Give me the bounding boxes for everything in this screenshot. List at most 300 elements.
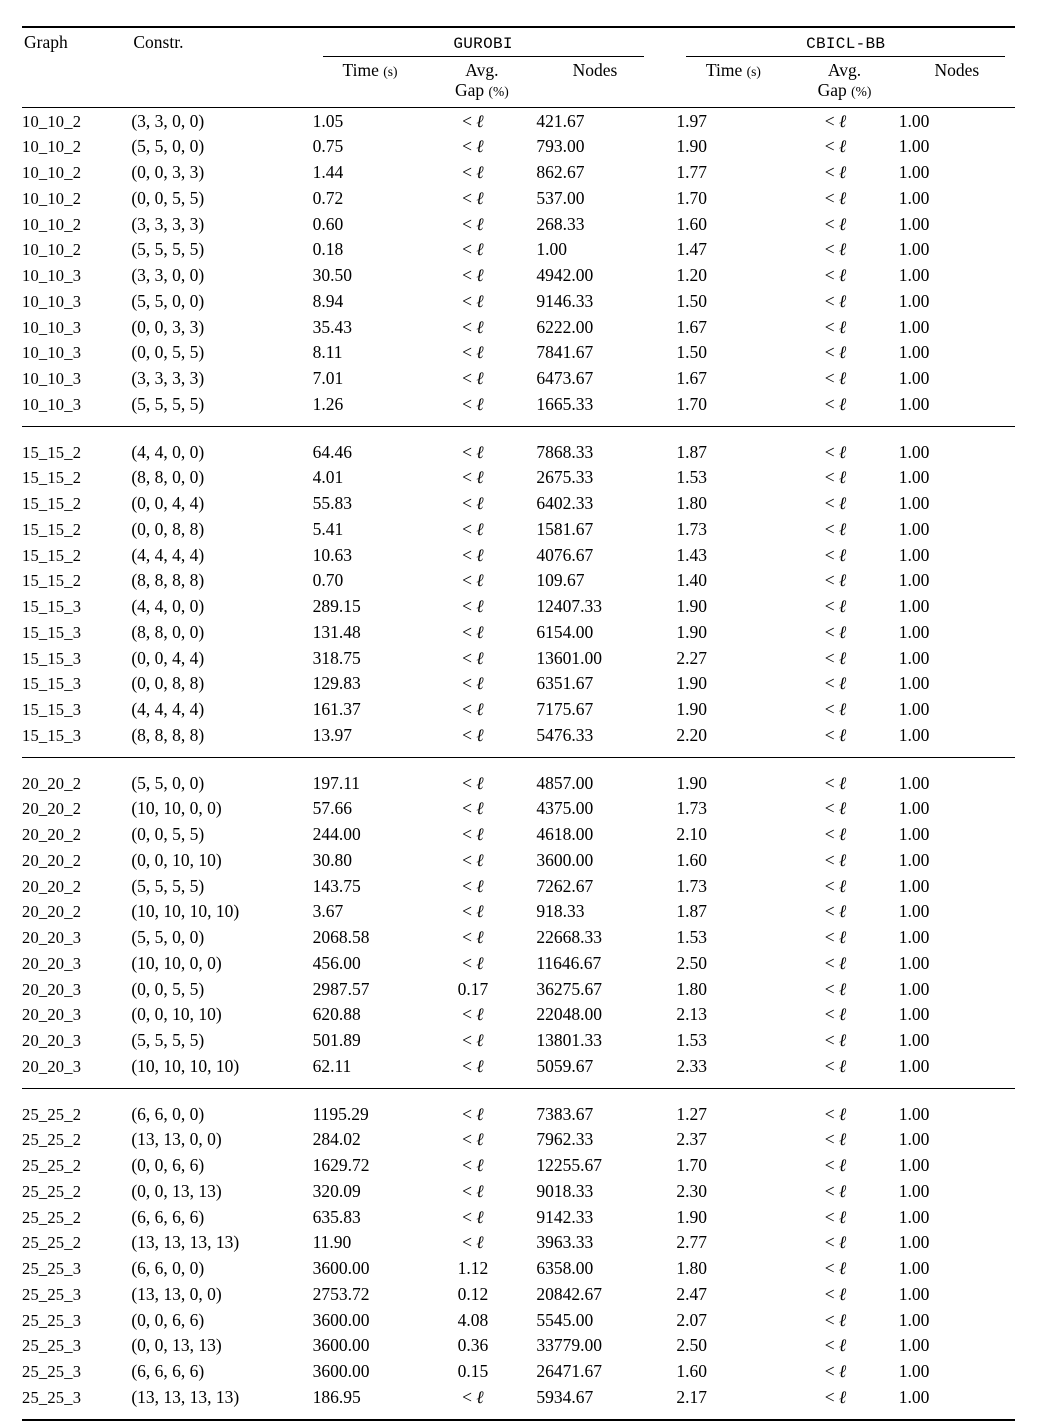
cell-constr: (10, 10, 10, 10) xyxy=(131,1055,240,1076)
cell-constr: (10, 10, 0, 0) xyxy=(131,798,222,819)
header-gurobi-time xyxy=(313,57,428,108)
table-head xyxy=(22,27,1015,108)
cell-cbiclbb-nodes: 1.00 xyxy=(898,1206,930,1227)
ell-symbol: ℓ xyxy=(838,467,847,488)
ell-symbol: ℓ xyxy=(838,647,847,668)
cell-constr: (10, 10, 0, 0) xyxy=(131,952,222,973)
cell-gurobi-time: 1.44 xyxy=(312,162,344,183)
table-row xyxy=(22,619,1015,645)
ell-symbol: ℓ xyxy=(838,239,847,260)
cell-graph: 25_25_2 xyxy=(22,1207,82,1227)
cell-gurobi-gap: < ℓ xyxy=(462,290,484,311)
cell-graph: 10_10_3 xyxy=(22,266,82,286)
ell-symbol: ℓ xyxy=(476,493,484,514)
cell-graph: 10_10_3 xyxy=(22,343,82,363)
cell-cbiclbb-time: 1.73 xyxy=(676,798,708,819)
cell-cbiclbb-time: 1.77 xyxy=(676,162,708,183)
header-gurobi-gap xyxy=(428,57,537,108)
ell-symbol: ℓ xyxy=(476,699,484,720)
cell-gurobi-nodes: 13801.33 xyxy=(536,1030,602,1051)
cell-constr: (4, 4, 4, 4) xyxy=(131,544,205,565)
cell-cbiclbb-gap: < ℓ xyxy=(824,1129,847,1150)
cell-gurobi-nodes: 20842.67 xyxy=(536,1283,602,1304)
ell-symbol: ℓ xyxy=(838,570,847,591)
ell-symbol: ℓ xyxy=(838,316,847,337)
table-row xyxy=(22,439,1015,465)
cell-gurobi-nodes: 22668.33 xyxy=(536,927,602,948)
column-spacer xyxy=(654,976,677,1002)
ell-symbol: ℓ xyxy=(838,493,847,514)
cell-cbiclbb-nodes: 1.00 xyxy=(898,824,930,845)
ell-symbol: ℓ xyxy=(476,1004,484,1025)
cell-gurobi-time: 2987.57 xyxy=(312,978,370,999)
cell-cbiclbb-time: 2.20 xyxy=(676,724,708,745)
cell-cbiclbb-time: 1.90 xyxy=(676,772,708,793)
table-row xyxy=(22,1281,1015,1307)
cell-gurobi-nodes: 7841.67 xyxy=(536,342,594,363)
cell-cbiclbb-nodes: 1.00 xyxy=(898,1055,930,1076)
column-spacer xyxy=(654,1333,677,1359)
cell-graph: 20_20_3 xyxy=(22,1056,82,1076)
ell-symbol: ℓ xyxy=(476,1206,484,1227)
table-row xyxy=(22,542,1015,568)
ell-symbol: ℓ xyxy=(838,290,847,311)
cell-cbiclbb-gap: < ℓ xyxy=(824,187,847,208)
table-row xyxy=(22,1053,1015,1079)
column-spacer xyxy=(654,160,677,186)
ell-symbol: ℓ xyxy=(476,901,484,922)
ell-symbol: ℓ xyxy=(838,621,847,642)
cell-gurobi-nodes: 5934.67 xyxy=(536,1386,594,1407)
cell-gurobi-nodes: 2675.33 xyxy=(536,467,594,488)
header-gap-unit: (%) xyxy=(488,83,509,99)
cell-gurobi-time: 161.37 xyxy=(312,699,361,720)
cell-gurobi-nodes: 1.00 xyxy=(536,239,567,260)
table-row xyxy=(22,899,1015,925)
cell-cbiclbb-nodes: 1.00 xyxy=(898,518,930,539)
cell-cbiclbb-time: 2.27 xyxy=(676,647,708,668)
table-row xyxy=(22,645,1015,671)
cell-cbiclbb-nodes: 1.00 xyxy=(898,368,930,389)
cell-constr: (4, 4, 0, 0) xyxy=(131,596,205,617)
cell-graph: 15_15_3 xyxy=(22,648,82,668)
cell-cbiclbb-gap: < ℓ xyxy=(824,1335,847,1356)
table-row xyxy=(22,594,1015,620)
cell-cbiclbb-gap: < ℓ xyxy=(824,724,847,745)
cell-graph: 20_20_2 xyxy=(22,902,82,922)
cell-constr: (6, 6, 6, 6) xyxy=(131,1361,205,1382)
column-spacer xyxy=(654,491,677,517)
table-body xyxy=(22,108,1015,1424)
cell-graph: 20_20_2 xyxy=(22,825,82,845)
cell-gurobi-gap: < ℓ xyxy=(462,441,484,462)
header-avg-label: Avg. xyxy=(465,60,499,80)
table-row xyxy=(22,1384,1015,1410)
cell-cbiclbb-nodes: 1.00 xyxy=(898,544,930,565)
cell-graph: 25_25_3 xyxy=(22,1362,82,1382)
cell-gurobi-time: 143.75 xyxy=(312,875,361,896)
cell-cbiclbb-gap: < ℓ xyxy=(824,441,847,462)
ell-symbol: ℓ xyxy=(476,1155,484,1176)
column-spacer xyxy=(654,1002,677,1028)
column-spacer xyxy=(654,108,677,134)
column-spacer xyxy=(654,770,677,796)
cell-cbiclbb-gap: < ℓ xyxy=(824,1103,847,1124)
cell-gurobi-nodes: 7868.33 xyxy=(536,441,594,462)
cell-graph: 20_20_3 xyxy=(22,953,82,973)
cell-constr: (4, 4, 0, 0) xyxy=(131,441,205,462)
ell-symbol: ℓ xyxy=(838,1155,847,1176)
cell-gurobi-gap: < ℓ xyxy=(462,647,484,668)
table-row xyxy=(22,671,1015,697)
table-row xyxy=(22,1333,1015,1359)
ell-symbol: ℓ xyxy=(476,213,484,234)
table-row xyxy=(22,1153,1015,1179)
cell-graph: 25_25_2 xyxy=(22,1233,82,1253)
cell-cbiclbb-time: 1.50 xyxy=(676,290,708,311)
column-spacer xyxy=(654,439,677,465)
ell-symbol: ℓ xyxy=(476,110,484,131)
cell-cbiclbb-nodes: 1.00 xyxy=(898,110,930,131)
cell-cbiclbb-nodes: 1.00 xyxy=(898,798,930,819)
table-row xyxy=(22,796,1015,822)
cell-gurobi-gap: < ℓ xyxy=(462,621,484,642)
table-row xyxy=(22,770,1015,796)
cell-gurobi-nodes: 22048.00 xyxy=(536,1004,602,1025)
cell-graph: 15_15_2 xyxy=(22,571,82,591)
cell-cbiclbb-gap: < ℓ xyxy=(824,699,847,720)
ell-symbol: ℓ xyxy=(838,1309,847,1330)
cell-gurobi-gap: < ℓ xyxy=(462,673,484,694)
cell-gurobi-nodes: 6402.33 xyxy=(536,493,594,514)
cell-gurobi-gap: < ℓ xyxy=(462,849,484,870)
cell-constr: (0, 0, 4, 4) xyxy=(131,647,205,668)
cell-cbiclbb-time: 1.70 xyxy=(676,187,708,208)
cell-gurobi-gap: < ℓ xyxy=(462,798,484,819)
cell-gurobi-time: 318.75 xyxy=(312,647,361,668)
cell-gurobi-nodes: 918.33 xyxy=(536,901,585,922)
cell-cbiclbb-nodes: 1.00 xyxy=(898,849,930,870)
cell-graph: 25_25_3 xyxy=(22,1336,82,1356)
cell-gurobi-time: 64.46 xyxy=(312,441,352,462)
cell-constr: (5, 5, 5, 5) xyxy=(131,239,205,260)
cell-cbiclbb-time: 1.40 xyxy=(676,570,708,591)
ell-symbol: ℓ xyxy=(838,1258,847,1279)
cell-constr: (8, 8, 8, 8) xyxy=(131,724,205,745)
cell-gurobi-time: 62.11 xyxy=(312,1055,352,1076)
column-spacer xyxy=(654,722,677,748)
table-row xyxy=(22,288,1015,314)
header-cbiclbb-gap xyxy=(790,57,898,108)
cell-cbiclbb-time: 1.90 xyxy=(676,1206,708,1227)
column-spacer xyxy=(654,237,677,263)
ell-symbol: ℓ xyxy=(838,952,847,973)
cell-graph: 20_20_3 xyxy=(22,928,82,948)
ell-symbol: ℓ xyxy=(838,544,847,565)
cell-cbiclbb-gap: < ℓ xyxy=(824,1030,847,1051)
ell-symbol: ℓ xyxy=(838,1361,847,1382)
cell-constr: (0, 0, 5, 5) xyxy=(131,978,205,999)
cell-gurobi-nodes: 268.33 xyxy=(536,213,585,234)
cell-cbiclbb-gap: < ℓ xyxy=(824,952,847,973)
cell-constr: (5, 5, 5, 5) xyxy=(131,393,205,414)
cell-cbiclbb-time: 1.60 xyxy=(676,213,708,234)
table-row xyxy=(22,108,1015,134)
cell-gurobi-nodes: 5545.00 xyxy=(536,1309,594,1330)
cell-gurobi-gap: < ℓ xyxy=(462,875,484,896)
cell-cbiclbb-time: 1.60 xyxy=(676,1361,708,1382)
cell-graph: 25_25_3 xyxy=(22,1259,82,1279)
ell-symbol: ℓ xyxy=(838,1283,847,1304)
column-spacer xyxy=(654,594,677,620)
cell-cbiclbb-nodes: 1.00 xyxy=(898,393,930,414)
cell-cbiclbb-gap: < ℓ xyxy=(824,162,847,183)
cell-cbiclbb-nodes: 1.00 xyxy=(898,162,930,183)
column-spacer xyxy=(654,211,677,237)
cell-gurobi-nodes: 6154.00 xyxy=(536,621,594,642)
column-spacer xyxy=(654,1359,677,1385)
table-row xyxy=(22,1204,1015,1230)
cell-gurobi-nodes: 4857.00 xyxy=(536,772,594,793)
cell-cbiclbb-gap: < ℓ xyxy=(824,621,847,642)
cell-graph: 10_10_2 xyxy=(22,214,82,234)
cell-cbiclbb-time: 2.77 xyxy=(676,1232,708,1253)
cell-gurobi-time: 10.63 xyxy=(312,544,352,565)
cell-cbiclbb-time: 1.90 xyxy=(676,596,708,617)
cell-cbiclbb-gap: < ℓ xyxy=(824,1309,847,1330)
cell-gurobi-gap: < ℓ xyxy=(462,772,484,793)
cell-gurobi-time: 244.00 xyxy=(312,824,361,845)
cell-gurobi-nodes: 9142.33 xyxy=(536,1206,594,1227)
cell-cbiclbb-nodes: 1.00 xyxy=(898,901,930,922)
ell-symbol: ℓ xyxy=(838,213,847,234)
cell-gurobi-time: 35.43 xyxy=(312,316,352,337)
cell-cbiclbb-gap: < ℓ xyxy=(824,368,847,389)
cell-gurobi-nodes: 109.67 xyxy=(536,570,585,591)
header-gurobi-nodes: Nodes xyxy=(572,60,618,80)
ell-symbol: ℓ xyxy=(476,621,484,642)
cell-cbiclbb-gap: < ℓ xyxy=(824,849,847,870)
cell-constr: (3, 3, 0, 0) xyxy=(131,265,205,286)
cell-constr: (0, 0, 8, 8) xyxy=(131,518,205,539)
cell-gurobi-nodes: 13601.00 xyxy=(536,647,602,668)
ell-symbol: ℓ xyxy=(838,901,847,922)
cell-constr: (3, 3, 0, 0) xyxy=(131,110,205,131)
cell-cbiclbb-gap: < ℓ xyxy=(824,978,847,999)
cell-graph: 15_15_3 xyxy=(22,674,82,694)
ell-symbol: ℓ xyxy=(838,136,847,157)
table-row xyxy=(22,1028,1015,1054)
ell-symbol: ℓ xyxy=(838,724,847,745)
cell-cbiclbb-gap: < ℓ xyxy=(824,798,847,819)
cell-gurobi-gap: < ℓ xyxy=(462,952,484,973)
cell-gurobi-nodes: 4375.00 xyxy=(536,798,594,819)
table-row xyxy=(22,366,1015,392)
cell-cbiclbb-nodes: 1.00 xyxy=(898,1103,930,1124)
cell-gurobi-time: 30.80 xyxy=(312,849,352,870)
cell-gurobi-time: 129.83 xyxy=(312,673,361,694)
cell-cbiclbb-gap: < ℓ xyxy=(824,1386,847,1407)
cell-graph: 15_15_2 xyxy=(22,442,82,462)
ell-symbol: ℓ xyxy=(476,342,484,363)
ell-symbol: ℓ xyxy=(838,1129,847,1150)
cell-constr: (0, 0, 13, 13) xyxy=(131,1335,222,1356)
cell-gurobi-time: 0.72 xyxy=(312,187,344,208)
cell-gurobi-nodes: 4942.00 xyxy=(536,265,594,286)
cell-cbiclbb-time: 1.70 xyxy=(676,393,708,414)
header-group-row xyxy=(22,28,1015,56)
ell-symbol: ℓ xyxy=(838,798,847,819)
cell-gurobi-gap: < ℓ xyxy=(462,518,484,539)
cell-constr: (13, 13, 0, 0) xyxy=(131,1283,222,1304)
cell-gurobi-gap: < ℓ xyxy=(462,1232,484,1253)
cell-gurobi-gap: < ℓ xyxy=(462,596,484,617)
cell-gurobi-gap: < ℓ xyxy=(462,393,484,414)
ell-symbol: ℓ xyxy=(476,290,484,311)
header-cbiclbb-time xyxy=(676,57,790,108)
cell-cbiclbb-nodes: 1.00 xyxy=(898,978,930,999)
cell-constr: (4, 4, 4, 4) xyxy=(131,699,205,720)
cell-graph: 20_20_2 xyxy=(22,773,82,793)
ell-symbol: ℓ xyxy=(838,699,847,720)
cell-gurobi-time: 55.83 xyxy=(312,493,352,514)
cell-constr: (0, 0, 3, 3) xyxy=(131,162,205,183)
cell-gurobi-time: 1195.29 xyxy=(312,1103,369,1124)
ell-symbol: ℓ xyxy=(838,518,847,539)
cell-gurobi-gap: < ℓ xyxy=(462,493,484,514)
cell-cbiclbb-nodes: 1.00 xyxy=(898,699,930,720)
cell-cbiclbb-gap: < ℓ xyxy=(824,467,847,488)
cell-gurobi-gap: 4.08 xyxy=(457,1309,489,1330)
results-table xyxy=(22,26,1015,1424)
cell-gurobi-gap: < ℓ xyxy=(462,1030,484,1051)
cell-cbiclbb-time: 1.80 xyxy=(676,1258,708,1279)
ell-symbol: ℓ xyxy=(476,136,484,157)
block-spacer xyxy=(22,748,1015,758)
cell-cbiclbb-gap: < ℓ xyxy=(824,570,847,591)
ell-symbol: ℓ xyxy=(838,1180,847,1201)
ell-symbol: ℓ xyxy=(476,162,484,183)
cell-graph: 15_15_3 xyxy=(22,725,82,745)
cell-gurobi-gap: < ℓ xyxy=(462,699,484,720)
ell-symbol: ℓ xyxy=(838,596,847,617)
cell-gurobi-nodes: 4076.67 xyxy=(536,544,594,565)
ell-symbol: ℓ xyxy=(476,239,484,260)
ell-symbol: ℓ xyxy=(838,1206,847,1227)
cell-gurobi-time: 30.50 xyxy=(312,265,352,286)
ell-symbol: ℓ xyxy=(838,110,847,131)
cell-cbiclbb-time: 2.13 xyxy=(676,1004,708,1025)
column-spacer xyxy=(654,925,677,951)
cell-cbiclbb-gap: < ℓ xyxy=(824,518,847,539)
column-spacer xyxy=(654,645,677,671)
cell-gurobi-gap: < ℓ xyxy=(462,1055,484,1076)
cell-cbiclbb-time: 1.27 xyxy=(676,1103,708,1124)
cell-gurobi-gap: < ℓ xyxy=(462,162,484,183)
ell-symbol: ℓ xyxy=(476,544,484,565)
cell-gurobi-gap: 1.12 xyxy=(457,1258,489,1279)
cell-gurobi-gap: 0.17 xyxy=(457,978,489,999)
cell-cbiclbb-nodes: 1.00 xyxy=(898,724,930,745)
cell-cbiclbb-gap: < ℓ xyxy=(824,544,847,565)
cell-gurobi-gap: < ℓ xyxy=(462,316,484,337)
cell-cbiclbb-time: 1.53 xyxy=(676,927,708,948)
cell-gurobi-gap: < ℓ xyxy=(462,342,484,363)
cell-cbiclbb-gap: < ℓ xyxy=(824,673,847,694)
cell-constr: (0, 0, 4, 4) xyxy=(131,493,205,514)
ell-symbol: ℓ xyxy=(838,1103,847,1124)
ell-symbol: ℓ xyxy=(476,467,484,488)
cell-gurobi-gap: < ℓ xyxy=(462,1180,484,1201)
cell-cbiclbb-gap: < ℓ xyxy=(824,265,847,286)
cell-constr: (0, 0, 5, 5) xyxy=(131,187,205,208)
cell-cbiclbb-nodes: 1.00 xyxy=(898,1309,930,1330)
column-spacer xyxy=(654,263,677,289)
cell-gurobi-time: 3600.00 xyxy=(312,1335,370,1356)
cell-graph: 15_15_3 xyxy=(22,597,82,617)
ell-symbol: ℓ xyxy=(838,849,847,870)
cell-constr: (3, 3, 3, 3) xyxy=(131,213,205,234)
cell-gurobi-time: 620.88 xyxy=(312,1004,361,1025)
cell-constr: (5, 5, 5, 5) xyxy=(131,875,205,896)
ell-symbol: ℓ xyxy=(838,342,847,363)
cell-gurobi-gap: < ℓ xyxy=(462,1386,484,1407)
column-spacer xyxy=(654,185,677,211)
column-spacer xyxy=(654,391,677,417)
cell-graph: 10_10_2 xyxy=(22,163,82,183)
cell-gurobi-time: 284.02 xyxy=(312,1129,361,1150)
cell-graph: 15_15_2 xyxy=(22,519,82,539)
cell-gurobi-gap: < ℓ xyxy=(462,570,484,591)
cell-cbiclbb-gap: < ℓ xyxy=(824,493,847,514)
cell-cbiclbb-gap: < ℓ xyxy=(824,1155,847,1176)
cell-gurobi-gap: < ℓ xyxy=(462,1206,484,1227)
cell-cbiclbb-nodes: 1.00 xyxy=(898,952,930,973)
cell-cbiclbb-time: 1.47 xyxy=(676,239,708,260)
table-row xyxy=(22,873,1015,899)
cell-graph: 10_10_3 xyxy=(22,394,82,414)
column-spacer xyxy=(654,847,677,873)
cell-graph: 15_15_2 xyxy=(22,545,82,565)
column-spacer xyxy=(654,1127,677,1153)
cell-gurobi-gap: < ℓ xyxy=(462,1004,484,1025)
cell-gurobi-nodes: 793.00 xyxy=(536,136,585,157)
cell-cbiclbb-nodes: 1.00 xyxy=(898,1335,930,1356)
cell-cbiclbb-time: 1.60 xyxy=(676,849,708,870)
cell-graph: 20_20_2 xyxy=(22,799,82,819)
table-row xyxy=(22,722,1015,748)
cell-cbiclbb-time: 1.50 xyxy=(676,342,708,363)
table-row xyxy=(22,516,1015,542)
header-gap-label: Gap xyxy=(455,79,485,100)
cell-cbiclbb-time: 2.47 xyxy=(676,1283,708,1304)
ell-symbol: ℓ xyxy=(838,824,847,845)
ell-symbol: ℓ xyxy=(476,1232,484,1253)
cell-graph: 20_20_3 xyxy=(22,1031,82,1051)
cell-cbiclbb-time: 1.73 xyxy=(676,518,708,539)
cell-gurobi-time: 0.70 xyxy=(312,570,344,591)
ell-symbol: ℓ xyxy=(476,724,484,745)
cell-cbiclbb-gap: < ℓ xyxy=(824,1258,847,1279)
column-spacer xyxy=(654,1028,677,1054)
column-spacer xyxy=(654,822,677,848)
column-spacer xyxy=(654,796,677,822)
cell-gurobi-gap: < ℓ xyxy=(462,213,484,234)
cell-cbiclbb-nodes: 1.00 xyxy=(898,441,930,462)
ell-symbol: ℓ xyxy=(838,187,847,208)
cell-cbiclbb-time: 2.50 xyxy=(676,1335,708,1356)
cell-graph: 20_20_2 xyxy=(22,850,82,870)
